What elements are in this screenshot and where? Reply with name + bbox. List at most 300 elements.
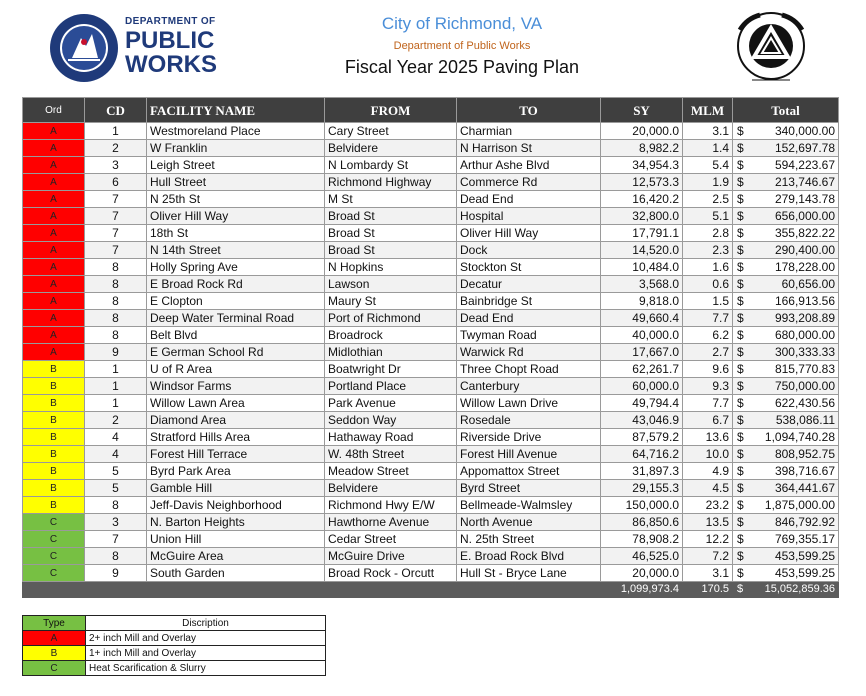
- cell-from: W. 48th Street: [325, 446, 457, 463]
- legend-row: [23, 661, 326, 676]
- cell-mlm: 1.5: [683, 293, 733, 310]
- cell-ord: B: [23, 480, 85, 497]
- cell-total-value: 993,208.89: [774, 310, 835, 325]
- cell-currency-symbol: $: [737, 446, 744, 461]
- cell-mlm: 1.9: [683, 174, 733, 191]
- cell-total-value: 622,430.56: [774, 395, 835, 410]
- cell-ord: A: [23, 140, 85, 157]
- cell-to: Three Chopt Road: [457, 361, 601, 378]
- table-row: [23, 174, 839, 191]
- cell-currency-symbol: $: [737, 429, 744, 444]
- cell-total: [733, 412, 839, 429]
- cell-currency-symbol: $: [737, 310, 744, 325]
- table-row: [23, 259, 839, 276]
- cell-sy: 49,660.4: [601, 310, 683, 327]
- col-header-to: TO: [457, 98, 601, 123]
- cell-cd: 4: [85, 446, 147, 463]
- cell-total-value: 166,913.56: [774, 293, 835, 308]
- col-header-from: FROM: [325, 98, 457, 123]
- totals-total-value: 15,052,859.36: [764, 583, 835, 595]
- col-header-ord: Ord: [23, 98, 85, 123]
- cell-total: [733, 174, 839, 191]
- cell-to: Dead End: [457, 310, 601, 327]
- cell-from: Broad St: [325, 225, 457, 242]
- cell-facility: Gamble Hill: [147, 480, 325, 497]
- cell-ord: B: [23, 446, 85, 463]
- cell-sy: 16,420.2: [601, 191, 683, 208]
- cell-ord: B: [23, 497, 85, 514]
- cell-total: [733, 123, 839, 140]
- cell-facility: Deep Water Terminal Road: [147, 310, 325, 327]
- cell-total: [733, 242, 839, 259]
- cell-total: [733, 395, 839, 412]
- cell-cd: 8: [85, 276, 147, 293]
- dept-wordmark: [125, 16, 217, 77]
- cell-currency-symbol: $: [737, 157, 744, 172]
- cell-facility: Holly Spring Ave: [147, 259, 325, 276]
- cell-ord: B: [23, 378, 85, 395]
- cell-mlm: 13.6: [683, 429, 733, 446]
- cell-total: [733, 259, 839, 276]
- table-row: [23, 327, 839, 344]
- cell-total: [733, 480, 839, 497]
- cell-ord: A: [23, 174, 85, 191]
- cell-from: Meadow Street: [325, 463, 457, 480]
- cell-mlm: 6.2: [683, 327, 733, 344]
- cell-facility: E Clopton: [147, 293, 325, 310]
- cell-cd: 7: [85, 531, 147, 548]
- cell-cd: 7: [85, 191, 147, 208]
- cell-total-value: 355,822.22: [774, 225, 835, 240]
- cell-mlm: 1.4: [683, 140, 733, 157]
- cell-ord: A: [23, 208, 85, 225]
- cell-cd: 6: [85, 174, 147, 191]
- cell-mlm: 12.2: [683, 531, 733, 548]
- cell-total-value: 178,228.00: [774, 259, 835, 274]
- cell-facility: South Garden: [147, 565, 325, 582]
- cell-total: [733, 208, 839, 225]
- cell-mlm: 5.4: [683, 157, 733, 174]
- cell-total: [733, 565, 839, 582]
- cell-sy: 20,000.0: [601, 123, 683, 140]
- cell-total: [733, 361, 839, 378]
- cell-facility: Jeff-Davis Neighborhood: [147, 497, 325, 514]
- cell-from: Midlothian: [325, 344, 457, 361]
- cell-to: Bainbridge St: [457, 293, 601, 310]
- cell-cd: 3: [85, 514, 147, 531]
- cell-sy: 60,000.0: [601, 378, 683, 395]
- cell-ord: A: [23, 310, 85, 327]
- table-row: [23, 463, 839, 480]
- cell-total-value: 1,875,000.00: [764, 497, 835, 512]
- cell-from: Broad St: [325, 208, 457, 225]
- col-header-facility: FACILITY NAME: [147, 98, 325, 123]
- col-header-cd: CD: [85, 98, 147, 123]
- cell-sy: 62,261.7: [601, 361, 683, 378]
- cell-currency-symbol: $: [737, 395, 744, 410]
- col-header-total: Total: [733, 98, 839, 123]
- cell-to: Oliver Hill Way: [457, 225, 601, 242]
- cell-mlm: 2.5: [683, 191, 733, 208]
- cell-sy: 8,982.2: [601, 140, 683, 157]
- cell-to: Appomattox Street: [457, 463, 601, 480]
- cell-to: Dock: [457, 242, 601, 259]
- cell-cd: 8: [85, 293, 147, 310]
- cell-mlm: 2.8: [683, 225, 733, 242]
- cell-sy: 3,568.0: [601, 276, 683, 293]
- table-row: [23, 378, 839, 395]
- city-seal-logo: [48, 12, 120, 84]
- totals-sy: 1,099,973.4: [601, 582, 683, 598]
- cell-mlm: 3.1: [683, 565, 733, 582]
- cell-ord: B: [23, 429, 85, 446]
- cell-currency-symbol: $: [737, 565, 744, 580]
- cell-to: Decatur: [457, 276, 601, 293]
- paving-plan-table: [22, 97, 839, 598]
- cell-sy: 17,791.1: [601, 225, 683, 242]
- cell-total: [733, 429, 839, 446]
- cell-facility: N 14th Street: [147, 242, 325, 259]
- cell-mlm: 1.6: [683, 259, 733, 276]
- cell-mlm: 2.3: [683, 242, 733, 259]
- cell-ord: A: [23, 191, 85, 208]
- cell-ord: A: [23, 327, 85, 344]
- cell-facility: Oliver Hill Way: [147, 208, 325, 225]
- cell-total: [733, 446, 839, 463]
- cell-to: Warwick Rd: [457, 344, 601, 361]
- city-name: City of Richmond, VA: [381, 14, 543, 33]
- cell-cd: 9: [85, 565, 147, 582]
- cell-ord: A: [23, 242, 85, 259]
- cell-total-value: 594,223.67: [774, 157, 835, 172]
- cell-cd: 8: [85, 327, 147, 344]
- cell-ord: C: [23, 548, 85, 565]
- cell-ord: A: [23, 123, 85, 140]
- totals-total: [733, 582, 839, 598]
- cell-ord: B: [23, 463, 85, 480]
- table-row: [23, 242, 839, 259]
- cell-total-value: 750,000.00: [774, 378, 835, 393]
- legend-header-row: [23, 616, 326, 631]
- cell-cd: 1: [85, 395, 147, 412]
- cell-mlm: 7.7: [683, 395, 733, 412]
- legend-code: C: [23, 661, 86, 676]
- header-titles: [300, 14, 624, 78]
- cell-total: [733, 310, 839, 327]
- cell-to: Stockton St: [457, 259, 601, 276]
- cell-to: N. 25th Street: [457, 531, 601, 548]
- cell-total-value: 1,094,740.28: [764, 429, 835, 444]
- table-row: [23, 446, 839, 463]
- table-row: [23, 225, 839, 242]
- cell-to: N Harrison St: [457, 140, 601, 157]
- cell-currency-symbol: $: [737, 293, 744, 308]
- table-row: [23, 514, 839, 531]
- cell-from: N Lombardy St: [325, 157, 457, 174]
- cell-total: [733, 276, 839, 293]
- cell-to: Dead End: [457, 191, 601, 208]
- cell-from: Richmond Highway: [325, 174, 457, 191]
- cell-sy: 17,667.0: [601, 344, 683, 361]
- cell-from: Richmond Hwy E/W: [325, 497, 457, 514]
- cell-from: Maury St: [325, 293, 457, 310]
- cell-ord: C: [23, 565, 85, 582]
- legend-description: Heat Scarification & Slurry: [86, 661, 326, 676]
- table-row: [23, 395, 839, 412]
- cell-currency-symbol: $: [737, 378, 744, 393]
- cell-ord: B: [23, 395, 85, 412]
- cell-ord: B: [23, 412, 85, 429]
- cell-sy: 12,573.3: [601, 174, 683, 191]
- cell-mlm: 3.1: [683, 123, 733, 140]
- cell-mlm: 7.7: [683, 310, 733, 327]
- cell-sy: 46,525.0: [601, 548, 683, 565]
- totals-currency-symbol: $: [737, 583, 744, 595]
- cell-to: Hull St - Bryce Lane: [457, 565, 601, 582]
- cell-from: Belvidere: [325, 140, 457, 157]
- cell-mlm: 4.5: [683, 480, 733, 497]
- cell-sy: 40,000.0: [601, 327, 683, 344]
- cell-total: [733, 327, 839, 344]
- cell-facility: 18th St: [147, 225, 325, 242]
- table-row: [23, 293, 839, 310]
- cell-total-value: 846,792.92: [774, 514, 835, 529]
- cell-from: Hawthorne Avenue: [325, 514, 457, 531]
- cell-to: Forest Hill Avenue: [457, 446, 601, 463]
- cell-cd: 8: [85, 310, 147, 327]
- table-row: [23, 310, 839, 327]
- cell-to: Twyman Road: [457, 327, 601, 344]
- cell-sy: 150,000.0: [601, 497, 683, 514]
- cell-mlm: 5.1: [683, 208, 733, 225]
- cell-to: Willow Lawn Drive: [457, 395, 601, 412]
- table-row: [23, 480, 839, 497]
- totals-row: [23, 582, 839, 598]
- cell-cd: 7: [85, 242, 147, 259]
- cell-ord: B: [23, 361, 85, 378]
- table-row: [23, 361, 839, 378]
- cell-cd: 3: [85, 157, 147, 174]
- cell-mlm: 7.2: [683, 548, 733, 565]
- cell-total-value: 364,441.67: [774, 480, 835, 495]
- cell-sy: 10,484.0: [601, 259, 683, 276]
- cell-currency-symbol: $: [737, 497, 744, 512]
- cell-total: [733, 548, 839, 565]
- cell-total-value: 680,000.00: [774, 327, 835, 342]
- cell-facility: Leigh Street: [147, 157, 325, 174]
- cell-mlm: 0.6: [683, 276, 733, 293]
- cell-total: [733, 157, 839, 174]
- cell-facility: Westmoreland Place: [147, 123, 325, 140]
- cell-total: [733, 191, 839, 208]
- legend-code: B: [23, 646, 86, 661]
- cell-facility: W Franklin: [147, 140, 325, 157]
- cell-facility: Union Hill: [147, 531, 325, 548]
- cell-facility: McGuire Area: [147, 548, 325, 565]
- cell-total-value: 279,143.78: [774, 191, 835, 206]
- cell-cd: 1: [85, 378, 147, 395]
- page-title: Fiscal Year 2025 Paving Plan: [344, 57, 580, 77]
- cell-currency-symbol: $: [737, 225, 744, 240]
- cell-currency-symbol: $: [737, 480, 744, 495]
- cell-currency-symbol: $: [737, 344, 744, 359]
- cell-to: Bellmeade-Walmsley: [457, 497, 601, 514]
- cell-ord: A: [23, 344, 85, 361]
- cell-cd: 2: [85, 412, 147, 429]
- cell-from: Boatwright Dr: [325, 361, 457, 378]
- cell-ord: C: [23, 531, 85, 548]
- cell-mlm: 6.7: [683, 412, 733, 429]
- cell-from: Port of Richmond: [325, 310, 457, 327]
- table-row: [23, 497, 839, 514]
- cell-from: M St: [325, 191, 457, 208]
- cell-ord: A: [23, 276, 85, 293]
- cell-total-value: 656,000.00: [774, 208, 835, 223]
- cell-mlm: 23.2: [683, 497, 733, 514]
- cell-currency-symbol: $: [737, 327, 744, 342]
- cell-currency-symbol: $: [737, 412, 744, 427]
- cell-from: Broad St: [325, 242, 457, 259]
- cell-sy: 87,579.2: [601, 429, 683, 446]
- cell-total-value: 453,599.25: [774, 548, 835, 563]
- department-name: Department of Public Works: [393, 40, 531, 52]
- cell-from: Cedar Street: [325, 531, 457, 548]
- cell-total-value: 300,333.33: [774, 344, 835, 359]
- cell-sy: 64,716.2: [601, 446, 683, 463]
- totals-empty-cell: [147, 582, 325, 598]
- table-row: [23, 276, 839, 293]
- cell-total-value: 340,000.00: [774, 123, 835, 138]
- legend-type-header: Type: [23, 616, 86, 631]
- table-row: [23, 157, 839, 174]
- cell-to: E. Broad Rock Blvd: [457, 548, 601, 565]
- cell-total: [733, 497, 839, 514]
- cell-currency-symbol: $: [737, 531, 744, 546]
- dept-line1: DEPARTMENT OF: [125, 16, 216, 27]
- cell-ord: C: [23, 514, 85, 531]
- cell-mlm: 9.3: [683, 378, 733, 395]
- cell-currency-symbol: $: [737, 191, 744, 206]
- cell-mlm: 4.9: [683, 463, 733, 480]
- cell-total-value: 538,086.11: [775, 412, 835, 427]
- cell-sy: 14,520.0: [601, 242, 683, 259]
- cell-total: [733, 293, 839, 310]
- cell-cd: 8: [85, 497, 147, 514]
- cell-currency-symbol: $: [737, 276, 744, 291]
- cell-mlm: 2.7: [683, 344, 733, 361]
- cell-sy: 34,954.3: [601, 157, 683, 174]
- cell-currency-symbol: $: [737, 208, 744, 223]
- cell-cd: 1: [85, 361, 147, 378]
- cell-from: Park Avenue: [325, 395, 457, 412]
- cell-currency-symbol: $: [737, 361, 744, 376]
- cell-to: Canterbury: [457, 378, 601, 395]
- table-row: [23, 531, 839, 548]
- cell-total-value: 769,355.17: [774, 531, 835, 546]
- cell-from: Cary Street: [325, 123, 457, 140]
- cell-from: Lawson: [325, 276, 457, 293]
- cell-facility: Willow Lawn Area: [147, 395, 325, 412]
- cell-sy: 20,000.0: [601, 565, 683, 582]
- cell-facility: Windsor Farms: [147, 378, 325, 395]
- cell-cd: 1: [85, 123, 147, 140]
- cell-currency-symbol: $: [737, 140, 744, 155]
- cell-facility: U of R Area: [147, 361, 325, 378]
- legend-desc-header: Discription: [86, 616, 326, 631]
- cell-currency-symbol: $: [737, 123, 744, 138]
- legend-code: A: [23, 631, 86, 646]
- cell-cd: 4: [85, 429, 147, 446]
- totals-mlm: 170.5: [683, 582, 733, 598]
- legend-table: [22, 615, 326, 676]
- cell-mlm: 10.0: [683, 446, 733, 463]
- cell-facility: Stratford Hills Area: [147, 429, 325, 446]
- table-header-row: [23, 98, 839, 123]
- cell-total: [733, 514, 839, 531]
- legend-row: [23, 631, 326, 646]
- cell-currency-symbol: $: [737, 259, 744, 274]
- cell-from: N Hopkins: [325, 259, 457, 276]
- cell-to: Byrd Street: [457, 480, 601, 497]
- cell-facility: N. Barton Heights: [147, 514, 325, 531]
- col-header-sy: SY: [601, 98, 683, 123]
- table-row: [23, 429, 839, 446]
- totals-empty-cell: [23, 582, 85, 598]
- cell-mlm: 13.5: [683, 514, 733, 531]
- cell-from: Portland Place: [325, 378, 457, 395]
- cell-ord: A: [23, 293, 85, 310]
- cell-to: Riverside Drive: [457, 429, 601, 446]
- totals-empty-cell: [325, 582, 457, 598]
- cell-mlm: 9.6: [683, 361, 733, 378]
- cell-total-value: 808,952.75: [774, 446, 835, 461]
- cell-currency-symbol: $: [737, 174, 744, 189]
- cell-ord: A: [23, 259, 85, 276]
- cell-total: [733, 140, 839, 157]
- cell-facility: Forest Hill Terrace: [147, 446, 325, 463]
- cell-cd: 7: [85, 225, 147, 242]
- cell-sy: 78,908.2: [601, 531, 683, 548]
- totals-empty-cell: [457, 582, 601, 598]
- cell-cd: 2: [85, 140, 147, 157]
- dept-line2: PUBLIC: [125, 27, 215, 54]
- cell-facility: N 25th St: [147, 191, 325, 208]
- dept-line3: WORKS: [125, 51, 217, 78]
- cell-total-value: 290,400.00: [774, 242, 835, 257]
- cell-to: Hospital: [457, 208, 601, 225]
- cell-to: Rosedale: [457, 412, 601, 429]
- cell-from: Hathaway Road: [325, 429, 457, 446]
- cell-sy: 49,794.4: [601, 395, 683, 412]
- cell-facility: Hull Street: [147, 174, 325, 191]
- cell-sy: 32,800.0: [601, 208, 683, 225]
- cell-sy: 43,046.9: [601, 412, 683, 429]
- totals-empty-cell: [85, 582, 147, 598]
- cell-ord: A: [23, 157, 85, 174]
- cell-to: Charmian: [457, 123, 601, 140]
- cell-total: [733, 463, 839, 480]
- col-header-mlm: MLM: [683, 98, 733, 123]
- cell-total-value: 815,770.83: [774, 361, 835, 376]
- cell-facility: E German School Rd: [147, 344, 325, 361]
- table-row: [23, 412, 839, 429]
- cell-currency-symbol: $: [737, 463, 744, 478]
- cell-to: Arthur Ashe Blvd: [457, 157, 601, 174]
- table-row: [23, 208, 839, 225]
- legend-description: 1+ inch Mill and Overlay: [86, 646, 326, 661]
- cell-currency-symbol: $: [737, 548, 744, 563]
- cell-to: Commerce Rd: [457, 174, 601, 191]
